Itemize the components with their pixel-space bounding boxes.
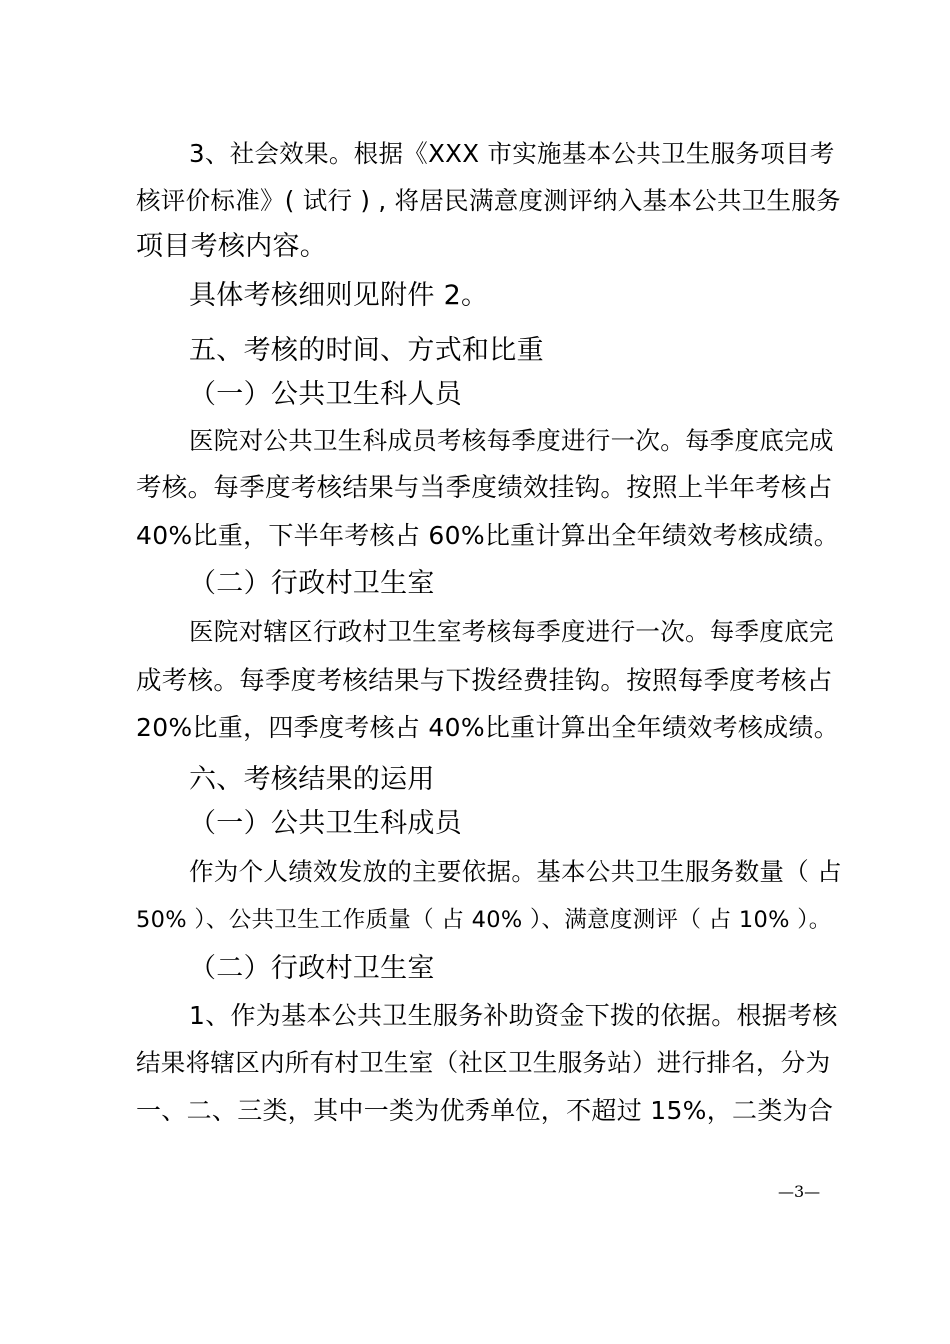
paragraph-line: 核评价标准》( 试行 ) , 将居民满意度测评纳入基本公共卫生服务 <box>136 186 841 215</box>
paragraph-line: 作为个人绩效发放的主要依据。基本公共卫生服务数量（ 占 <box>189 857 842 886</box>
paragraph-line: 结果将辖区内所有村卫生室（社区卫生服务站）进行排名，分为 <box>136 1048 831 1077</box>
subsection-heading: （二）行政村卫生室 <box>189 568 435 599</box>
section-heading: 五、考核的时间、方式和比重 <box>189 335 544 366</box>
paragraph-line: 医院对公共卫生科成员考核每季度进行一次。每季度底完成 <box>189 426 834 455</box>
paragraph-line: 3、社会效果。根据《XXX 市实施基本公共卫生服务项目考 <box>189 139 835 168</box>
paragraph-line: 一、二、三类，其中一类为优秀单位，不超过 15%，二类为合 <box>136 1096 834 1125</box>
paragraph-line: 成考核。每季度考核结果与下拨经费挂钩。按照每季度考核占 <box>136 666 833 696</box>
paragraph-line: 考核。每季度考核结果与当季度绩效挂钩。按照上半年考核占 <box>136 473 833 503</box>
subsection-heading: （一）公共卫生科人员 <box>189 379 462 410</box>
paragraph-line: 20%比重，四季度考核占 40%比重计算出全年绩效考核成绩。 <box>136 713 840 742</box>
page-number: —3— <box>778 1182 821 1201</box>
paragraph-line: 50% ）、公共卫生工作质量（ 占 40% ）、满意度测评（ 占 10% ）。 <box>136 907 832 933</box>
section-heading: 六、考核结果的运用 <box>189 764 435 795</box>
paragraph-line: 40%比重，下半年考核占 60%比重计算出全年绩效考核成绩。 <box>136 521 840 550</box>
paragraph-line: 1、作为基本公共卫生服务补助资金下拨的依据。根据考核 <box>189 1001 838 1030</box>
paragraph-line: 项目考核内容。 <box>136 231 328 262</box>
subsection-heading: （一）公共卫生科成员 <box>189 808 462 839</box>
paragraph-line: 医院对辖区行政村卫生室考核每季度进行一次。每季度底完 <box>189 617 834 646</box>
paragraph-line: 具体考核细则见附件 2。 <box>189 280 489 311</box>
subsection-heading: （二）行政村卫生室 <box>189 953 435 984</box>
